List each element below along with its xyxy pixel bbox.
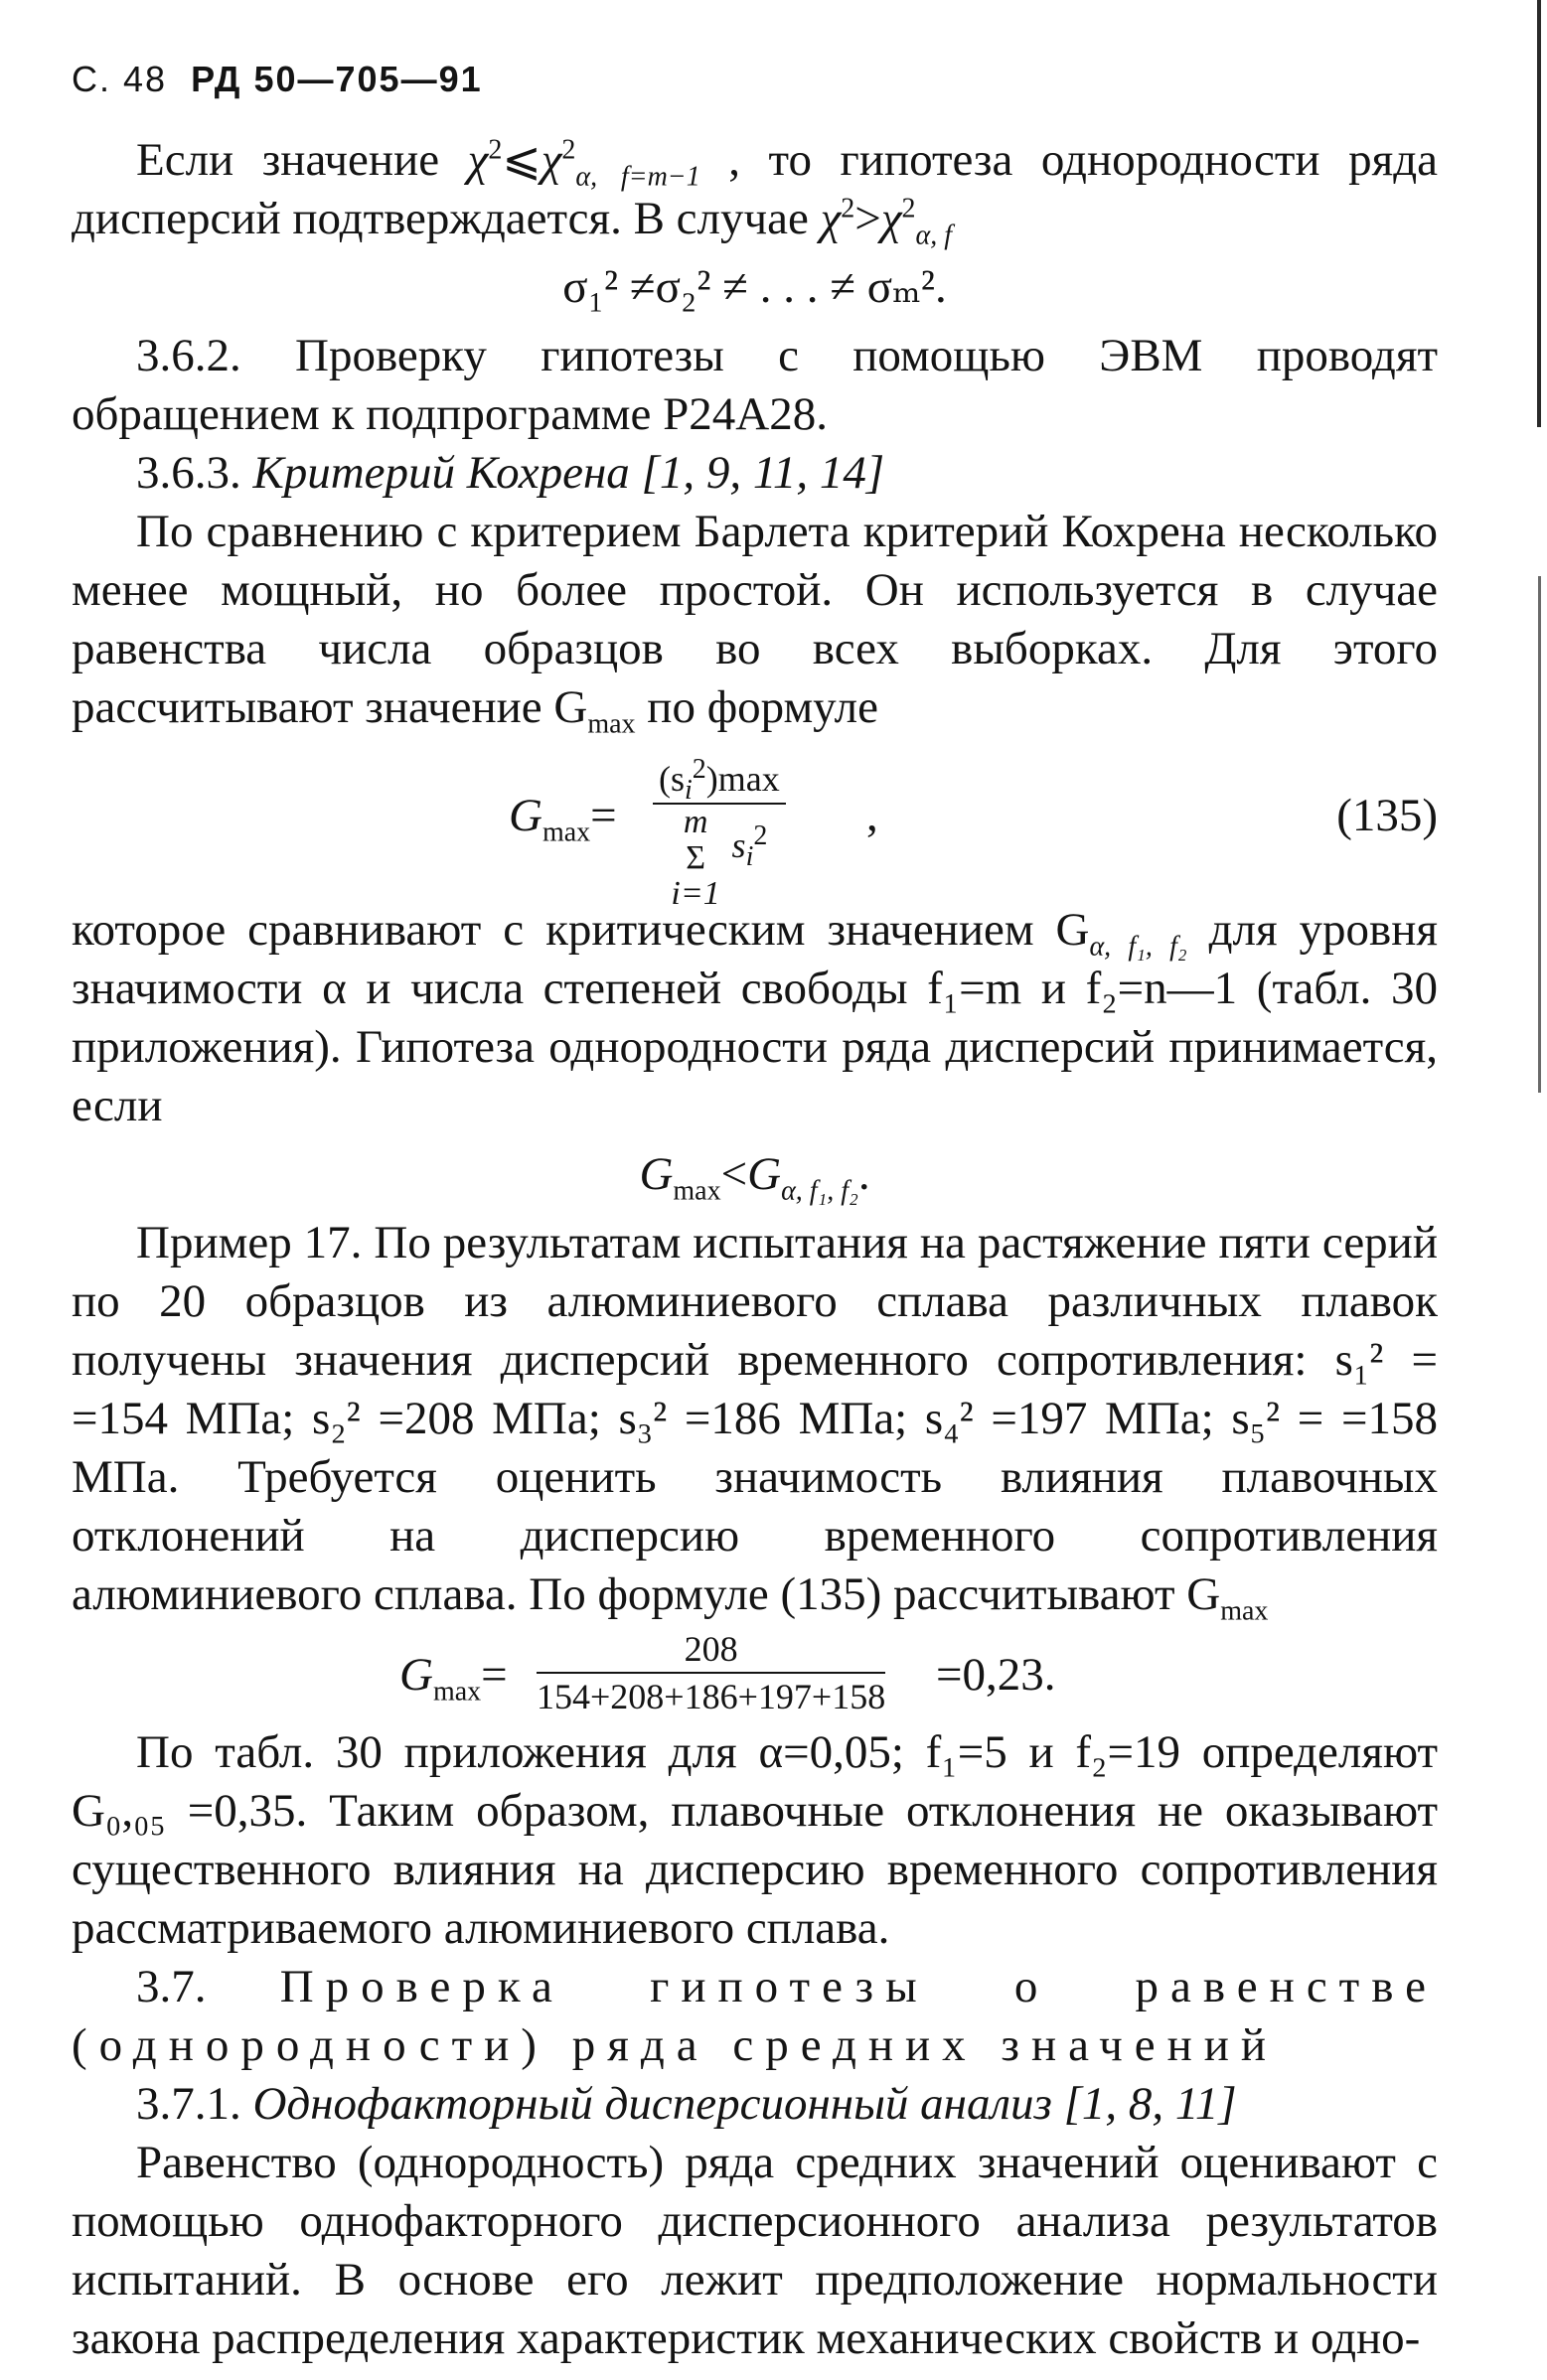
scan-edge	[1538, 576, 1541, 1093]
paragraph-table-30: По табл. 30 приложения для α=0,05; f₁=5 и f₂=19 определяют G₀,₀₅ =0,35. Таким образом, плавочные отклонения не оказывают существенного влияния на дисперсию временного сопротивления рассматриваемого алюминиевого сплава.	[72, 1726, 1438, 1954]
section-3-7-1-heading: 3.7.1. Однофакторный дисперсионный анализ [1, 8, 11]	[136, 2078, 1237, 2130]
equation-number: (135)	[1336, 790, 1438, 841]
paragraph-example-17: Пример 17. По результатам испытания на растяжение пяти серий по 20 образцов из алюминиевого сплава различных плавок получены значения дисперсий временного сопротивления: s₁² = =154 МПа; s₂² =208 МПа; s₃² =186 МПа; s₄² =197 МПа; s₅² = =158 МПа. Требуется оценить значимость влияния плавочных отклонений на дисперсию временного сопротивления алюминиевого сплава. По формуле (135) рассчитывают $G_{max}$	[72, 1217, 1438, 1627]
scan-edge	[1537, 0, 1541, 427]
formula-sigma-inequality: σ₁² ≠σ₂² ≠ . . . ≠ σₘ².	[562, 261, 947, 313]
fraction-calc: $\frac{208}{154+208+186+197+158}$	[537, 1626, 885, 1719]
page-number: С. 48	[72, 59, 168, 99]
paragraph-compare: которое сравнивают с критическим значением $G_{\alpha, f_1, f_2}$ для уровня значимости α и числа степеней свободы f₁=m и f₂=n—1 (табл. 30 приложения). Гипотеза однородности ряда дисперсий принимается, если	[72, 904, 1438, 1131]
formula-calculation: $G_{max}=$ $\frac{208}{154+208+186+197+158}$ =0,23.	[72, 1624, 1438, 1723]
page-header	[72, 50, 483, 108]
summation: m Σ i=1	[671, 804, 720, 912]
paragraph-anova: Равенство (однородность) ряда средних значений оценивают с помощью однофакторного дисперсионного анализа результатов испытаний. В основе его лежит предположение нормальности закона распределения характеристик механических свойств и одно-	[72, 2137, 1438, 2364]
formula-135: $G_{max}=$ $(s_i^2)\max$ m Σ i=1 $_{s_i^2}$ , (135)	[509, 754, 1438, 912]
section-3-6-2: 3.6.2. Проверку гипотезы с помощью ЭВМ проводят обращением к подпрограмме Р24А28.	[72, 330, 1438, 440]
doc-code: РД 50—705—91	[191, 59, 483, 99]
paragraph-chi-square: Если значение $\chi^2⩽\chi^2_{\alpha, f=m-1}$ , то гипотеза однородности ряда дисперсий подтверждается. В случае $\chi^2>\chi^2_{\alpha, f}$	[72, 134, 1438, 251]
formula-condition: $G_{max}<G_{\alpha, f_1, f_2}$.	[639, 1148, 870, 1207]
fraction-135: $(s_i^2)\max$ m Σ i=1 $_{s_i^2}$	[653, 755, 786, 912]
paragraph-kochren: По сравнению с критерием Барлета критерий Кохрена несколько менее мощный, но более простой. Он используется в случае равенства числа образцов во всех выборках. Для этого рассчитывают значение $G_{max}$ по формуле	[72, 506, 1438, 740]
section-3-6-3-heading: 3.6.3. Критерий Кохрена [1, 9, 11, 14]	[136, 447, 885, 499]
page-body	[72, 131, 1438, 2368]
section-3-7-heading: 3.7. Проверка гипотезы о равенстве (однородности) ряда средних значений	[72, 1961, 1438, 2071]
